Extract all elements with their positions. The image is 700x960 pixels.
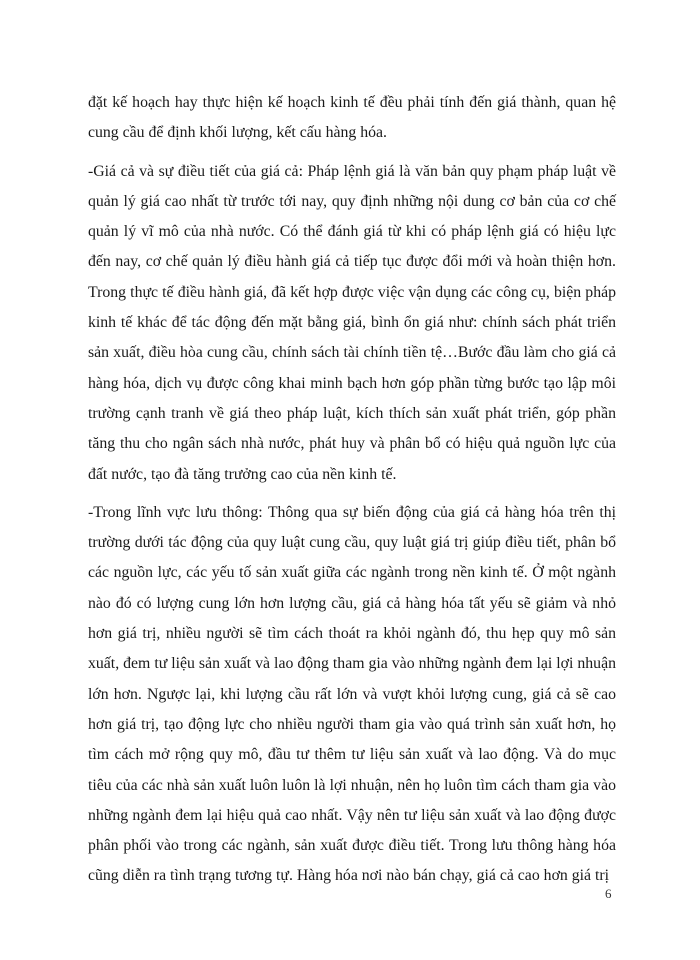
paragraph-continuation: đặt kế hoạch hay thực hiện kế hoạch kinh tế đều phải tính đến giá thành, quan hệ cung cầu để định khối lượng, kết cấu hàng hóa. (88, 94, 616, 142)
paragraph-price-regulation: -Giá cả và sự điều tiết của giá cả: Pháp lệnh giá là văn bản quy phạm pháp luật về quản lý giá cao nhất từ trước tới nay, quy định những nội dung cơ bản của cơ chế quản lý vĩ mô của nhà nước. Có thể đánh giá từ khi có pháp lệnh giá có hiệu lực đến nay, cơ chế quản lý điều hành giá cả tiếp tục được đổi mới và hoàn thiện hơn. Trong thực tế điều hành giá, đã kết hợp được việc vận dụng các công cụ, biện pháp kinh tế khác để tác động đến mặt bằng giá, bình ổn giá như: chính sách phát triển sản xuất, điều hòa cung cầu, chính sách tài chính tiền tệ…Bước đầu làm cho giá cả hàng hóa, dịch vụ được công khai minh bạch hơn góp phần từng bước tạo lập môi trường cạnh tranh về giá theo pháp luật, kích thích sản xuất phát triển, góp phần tăng thu cho ngân sách nhà nước, phát huy và phân bổ có hiệu quả nguồn lực của đất nước, tạo đà tăng trưởng cao của nền kinh tế. (88, 162, 616, 483)
document-body (88, 88, 616, 892)
page-number: 6 (605, 886, 612, 901)
paragraph-circulation: -Trong lĩnh vực lưu thông: Thông qua sự biến động của giá cả hàng hóa trên thị trường dưới tác động của quy luật cung cầu, quy luật giá trị giúp điều tiết, phân bổ các nguồn lực, các yếu tố sản xuất giữa các ngành trong nền kinh tế. Ở một ngành nào đó có lượng cung lớn hơn lượng cầu, giá cả hàng hóa tất yếu sẽ giảm và nhỏ hơn giá trị, nhiều người sẽ tìm cách thoát ra khỏi ngành đó, thu hẹp quy mô sản xuất, đem tư liệu sản xuất và lao động tham gia vào những ngành đem lại lợi nhuận lớn hơn. Ngược lại, khi lượng cầu rất lớn và vượt khỏi lượng cung, giá cả sẽ cao hơn giá trị, tạo động lực cho nhiều người tham gia vào quá trình sản xuất hơn, họ tìm cách mở rộng quy mô, đầu tư thêm tư liệu sản xuất và lao động. Và do mục tiêu của các nhà sản xuất luôn luôn là lợi nhuận, nên họ luôn tìm cách tham gia vào những ngành đem lại hiệu quả cao nhất. Vậy nên tư liệu sản xuất và lao động được phân phối vào trong các ngành, sản xuất được điều tiết. Trong lưu thông hàng hóa cũng diễn ra tình trạng tương tự. Hàng hóa nơi nào bán chạy, giá cả cao hơn giá trị (88, 503, 616, 885)
